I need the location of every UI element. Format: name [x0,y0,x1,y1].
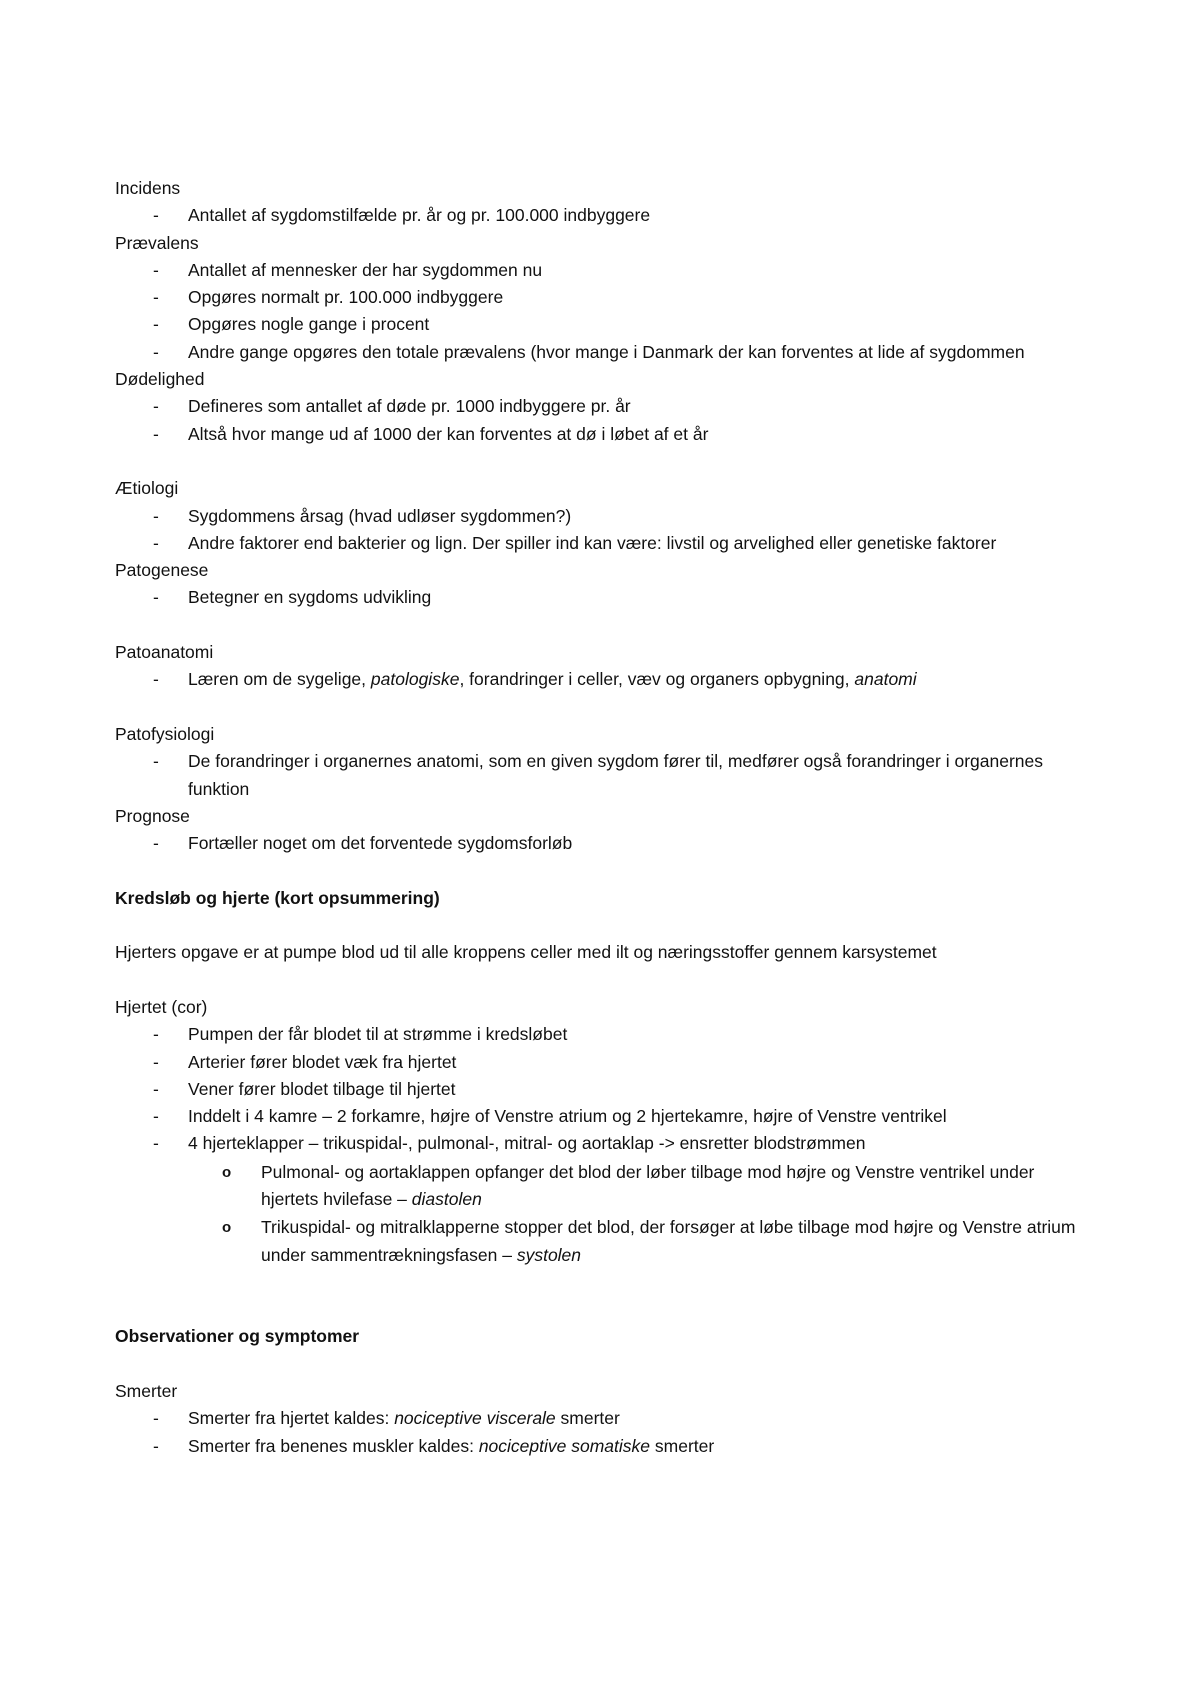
list-item-text: Antallet af mennesker der har sygdommen nu [188,259,543,280]
list-item [115,1103,1095,1130]
spacer [115,1351,1095,1378]
list-patogenese [115,584,1095,611]
sublist-item [188,1214,1095,1269]
list-praevalens [115,257,1095,366]
list-item-text: , forandringer i celler, væv og organers opbygning, [459,669,855,690]
list-item-text: Læren om de sygelige, [188,669,371,690]
list-item-text: Fortæller noget om det forventede sygdomsforløb [188,833,573,854]
list-item [115,339,1095,366]
heading-dodelighed: Dødelighed [115,369,205,390]
list-item [115,311,1095,338]
dash-marker: - [153,1435,159,1456]
list-item-text: Pumpen der får blodet til at strømme i kredsløbet [188,1024,568,1045]
list-item [115,284,1095,311]
list-item-text: Betegner en sygdoms udvikling [188,587,432,608]
spacer [115,967,1095,994]
spacer [115,1269,1095,1324]
sublist-item [188,1159,1095,1214]
paragraph-kredslob: Hjerters opgave er at pumpe blod ud til alle kroppens celler med ilt og næringsstoffer gennem karsystemet [115,942,937,963]
italic-term: systolen [516,1244,582,1265]
spacer [115,448,1095,475]
list-aetiologi [115,503,1095,558]
heading-observationer: Observationer og symptomer [115,1326,360,1347]
dash-marker: - [153,1106,159,1127]
list-item-text: smerter [555,1408,620,1429]
heading-patoanatomi: Patoanatomi [115,642,214,663]
list-item [115,257,1095,284]
spacer [115,694,1095,721]
dash-marker: - [153,287,159,308]
list-item-text: 4 hjerteklapper – trikuspidal-, pulmonal-, mitral- og aortaklap -> ensretter blodstrømmen [188,1133,866,1154]
dash-marker: - [153,423,159,444]
heading-hjertet: Hjertet (cor) [115,996,208,1017]
heading-patofysiologi: Patofysiologi [115,723,215,744]
list-smerter [115,1405,1095,1460]
dash-marker: - [153,532,159,553]
list-item-text: smerter [650,1435,715,1456]
dash-marker: - [153,1024,159,1045]
italic-term: patologiske [370,669,460,690]
sublist-item-text: Trikuspidal- og mitralklapperne stopper det blod, der forsøger at løbe tilbage mod højre og Venstre atrium under sammentrækningsfasen – [261,1217,1076,1265]
dash-marker: - [153,396,159,417]
list-item-text: Inddelt i 4 kamre – 2 forkamre, højre of Venstre atrium og 2 hjertekamre, højre of Venstre ventrikel [188,1106,947,1127]
list-item-text: Vener fører blodet tilbage til hjertet [188,1078,456,1099]
list-dodelighed [115,393,1095,448]
dash-marker: - [153,1051,159,1072]
dash-marker: - [153,833,159,854]
list-item-text: Smerter fra hjertet kaldes: [188,1408,395,1429]
list-item-text: Defineres som antallet af døde pr. 1000 indbyggere pr. år [188,396,631,417]
list-item-text: Opgøres nogle gange i procent [188,314,430,335]
document-content [115,175,1095,1460]
list-item [115,503,1095,530]
list-item [115,1405,1095,1432]
sublist-hjerteklapper [188,1159,1095,1269]
list-item [115,1130,1095,1268]
list-patoanatomi [115,666,1095,693]
dash-marker: - [153,587,159,608]
dash-marker: - [153,751,159,772]
list-item-text: Smerter fra benenes muskler kaldes: [188,1435,479,1456]
heading-smerter: Smerter [115,1381,178,1402]
dash-marker: - [153,341,159,362]
list-item [115,748,1095,803]
list-item [115,530,1095,557]
list-item [115,1021,1095,1048]
circle-marker: o [222,1163,232,1181]
heading-patogenese: Patogenese [115,560,209,581]
list-item-text: Arterier fører blodet væk fra hjertet [188,1051,457,1072]
list-item-text: Andre gange opgøres den totale prævalens (hvor mange i Danmark der kan forventes at lide af sygdommen [188,341,1025,362]
list-item [115,421,1095,448]
list-item [115,393,1095,420]
list-prognose [115,830,1095,857]
spacer [115,857,1095,884]
list-item [115,1049,1095,1076]
circle-marker: o [222,1219,232,1237]
dash-marker: - [153,1133,159,1154]
italic-term: nociceptive viscerale [394,1408,556,1429]
dash-marker: - [153,314,159,335]
list-item [115,202,1095,229]
dash-marker: - [153,669,159,690]
list-item-text: Altså hvor mange ud af 1000 der kan forventes at dø i løbet af et år [188,423,709,444]
list-item-text: De forandringer i organernes anatomi, som en given sygdom fører til, medfører også forandringer i organernes funktion [188,751,1043,799]
heading-aetiologi: Ætiologi [115,478,179,499]
list-item-text: Antallet af sygdomstilfælde pr. år og pr. 100.000 indbyggere [188,205,651,226]
list-patofysiologi [115,748,1095,803]
dash-marker: - [153,1408,159,1429]
list-incidens [115,202,1095,229]
spacer [115,912,1095,939]
italic-term: anatomi [854,669,917,690]
list-item [115,666,1095,693]
list-item [115,830,1095,857]
sublist-item-text: Pulmonal- og aortaklappen opfanger det blod der løber tilbage mod højre og Venstre ventrikel under hjertets hvilefase – [261,1161,1035,1209]
heading-kredslob: Kredsløb og hjerte (kort opsummering) [115,887,440,908]
list-item-text: Sygdommens årsag (hvad udløser sygdommen?) [188,505,572,526]
dash-marker: - [153,205,159,226]
list-hjertet [115,1021,1095,1269]
dash-marker: - [153,259,159,280]
list-item-text: Andre faktorer end bakterier og lign. Der spiller ind kan være: livstil og arvelighed eller genetiske faktorer [188,532,997,553]
dash-marker: - [153,505,159,526]
list-item [115,584,1095,611]
list-item [115,1076,1095,1103]
list-item-text: Opgøres normalt pr. 100.000 indbyggere [188,287,504,308]
heading-praevalens: Prævalens [115,232,199,253]
italic-term: diastolen [411,1188,482,1209]
italic-term: nociceptive somatiske [478,1435,651,1456]
dash-marker: - [153,1078,159,1099]
list-item [115,1433,1095,1460]
spacer [115,612,1095,639]
heading-prognose: Prognose [115,805,190,826]
heading-incidens: Incidens [115,178,181,198]
